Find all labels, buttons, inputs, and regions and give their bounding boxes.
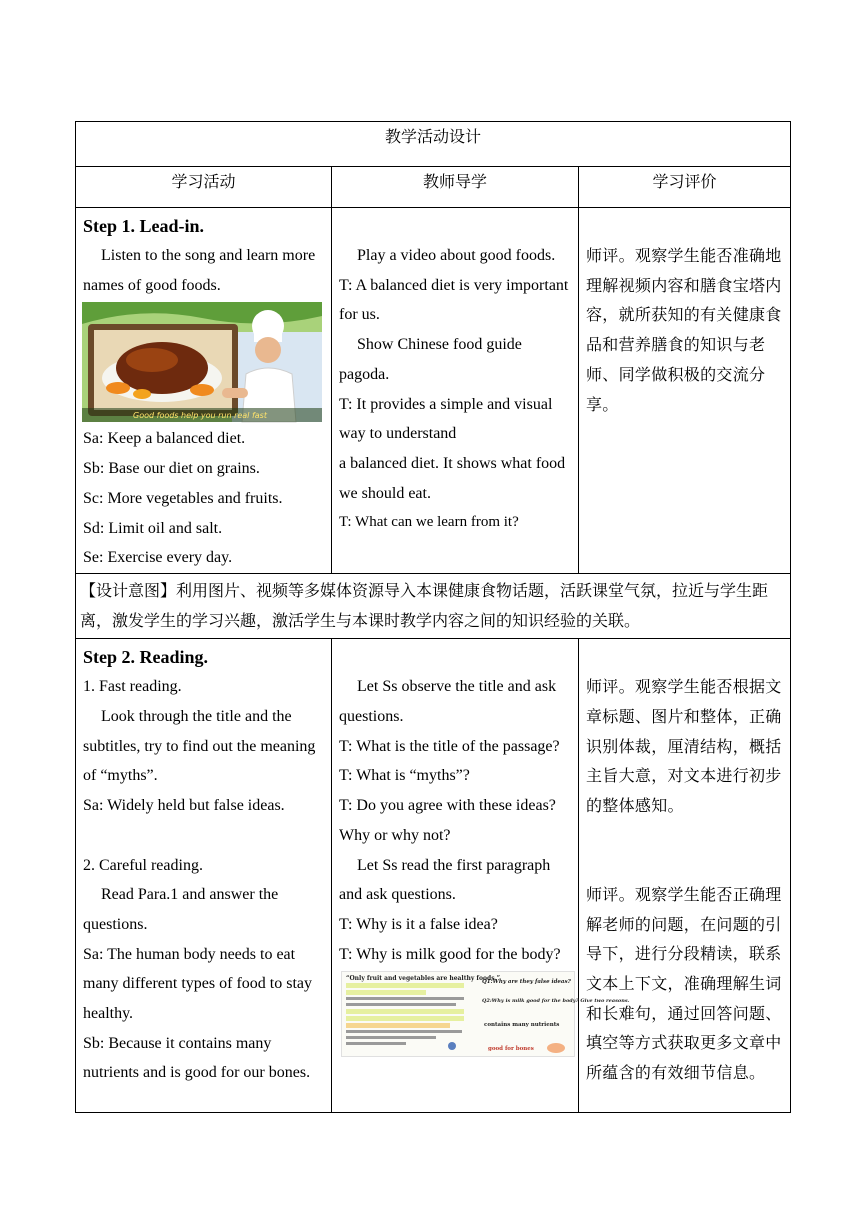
notes-quote: “Only fruit and vegetables are healthy foods.” (346, 975, 501, 983)
step2-evaluation-cell (579, 639, 791, 1113)
step2-teacher-6: T: Why is it a false idea? (339, 915, 498, 933)
careful-reading-task: Read Para.1 and answer the questions. (83, 886, 279, 933)
reading-notes-illustration (342, 972, 630, 1056)
image-caption: Good foods help you run real fast (133, 411, 267, 421)
notes-key-2: good for bones (488, 1046, 534, 1053)
step2-teacher-7: T: Why is milk good for the body? (339, 945, 561, 963)
chef-video-image (82, 302, 322, 422)
step1-answer-c: Sc: More vegetables and fruits. (83, 489, 283, 507)
chef-illustration (82, 302, 322, 422)
step1-activity-cell (76, 208, 332, 574)
lesson-design-table (75, 121, 791, 1113)
step1-teacher-1: Play a video about good foods. (357, 247, 556, 264)
step2-activity-cell (76, 639, 332, 1113)
step1-answer-b: Sb: Base our diet on grains. (83, 460, 260, 478)
fast-reading-heading: 1. Fast reading. (83, 678, 182, 696)
reading-notes-image (341, 971, 630, 1057)
table-title: 教学活动设计 (76, 122, 791, 167)
step2-teacher-1: Let Ss observe the title and ask questions. (339, 678, 557, 726)
notes-key-1: contains many nutrients (484, 1022, 560, 1029)
step2-teacher-2: T: What is the title of the passage? (339, 737, 560, 755)
step2-teacher-4: T: Do you agree with these ideas? Why or why not? (339, 797, 556, 844)
step1-evaluation: 师评。观察学生能否准确地理解视频内容和膳食宝塔内容，就所获知的有关健康食品和营养膳食的知识与老师、同学做积极的交流分享。 (586, 246, 782, 414)
header-teacher-guidance: 教师导学 (332, 167, 579, 208)
careful-answer-a: Sa: The human body needs to eat many different types of food to stay healthy. (83, 945, 312, 1023)
step2-evaluation-careful: 师评。观察学生能否正确理解老师的问题，在问题的引导下，进行分段精读，联系文本上下文，准确理解生词和长难句，通过回答问题、填空等方式获取更多文章中所蕴含的有效细节信息。 (586, 884, 782, 1083)
notes-q2: Q2:Why is milk good for the body? Give two reasons. (482, 998, 630, 1005)
step2-evaluation-fast: 师评。观察学生能否根据文章标题、图片和整体，正确识别体裁，厘清结构，概括主旨大意，对文本进行初步的整体感知。 (586, 677, 782, 816)
step1-evaluation-cell (579, 208, 791, 574)
step2-teacher-3: T: What is “myths”? (339, 767, 470, 785)
step1-title: Step 1. Lead-in. (83, 216, 205, 236)
header-evaluation: 学习评价 (579, 167, 791, 208)
step1-answer-e: Se: Exercise every day. (83, 549, 233, 567)
design-intent: 【设计意图】利用图片、视频等多媒体资源导入本课健康食物话题，活跃课堂气氛，拉近与学生距离，激发学生的学习兴趣，激活学生与本课时教学内容之间的知识经验的关联。 (76, 573, 791, 638)
fast-reading-task: Look through the title and the subtitles, try to find out the meaning of “myths”. (83, 708, 316, 785)
step1-intro: Listen to the song and learn more names of good foods. (83, 247, 316, 294)
step1-teacher-2: T: A balanced diet is very important for us. (339, 276, 569, 324)
step2-teacher-cell (332, 639, 630, 1113)
step1-teacher-4: T: It provides a simple and visual way to understand (339, 395, 553, 443)
notes-q1: Q1:Why are they false ideas? (482, 979, 571, 986)
step1-teacher-5: a balanced diet. It shows what food we should eat. (339, 454, 566, 502)
step2-teacher-5: Let Ss read the first paragraph and ask questions. (339, 856, 551, 904)
step1-answer-d: Sd: Limit oil and salt. (83, 519, 223, 537)
careful-answer-b: Sb: Because it contains many nutrients and is good for our bones. (83, 1034, 311, 1082)
fast-reading-answer: Sa: Widely held but false ideas. (83, 797, 285, 815)
step1-teacher-cell (332, 208, 579, 574)
step1-teacher-3: Show Chinese food guide pagoda. (339, 336, 522, 383)
careful-reading-heading: 2. Careful reading. (83, 856, 203, 874)
step1-answer-a: Sa: Keep a balanced diet. (83, 430, 246, 448)
step1-teacher-6: T: What can we learn from it? (339, 514, 519, 531)
step2-title: Step 2. Reading. (83, 647, 209, 668)
header-learning-activity: 学习活动 (76, 167, 332, 208)
